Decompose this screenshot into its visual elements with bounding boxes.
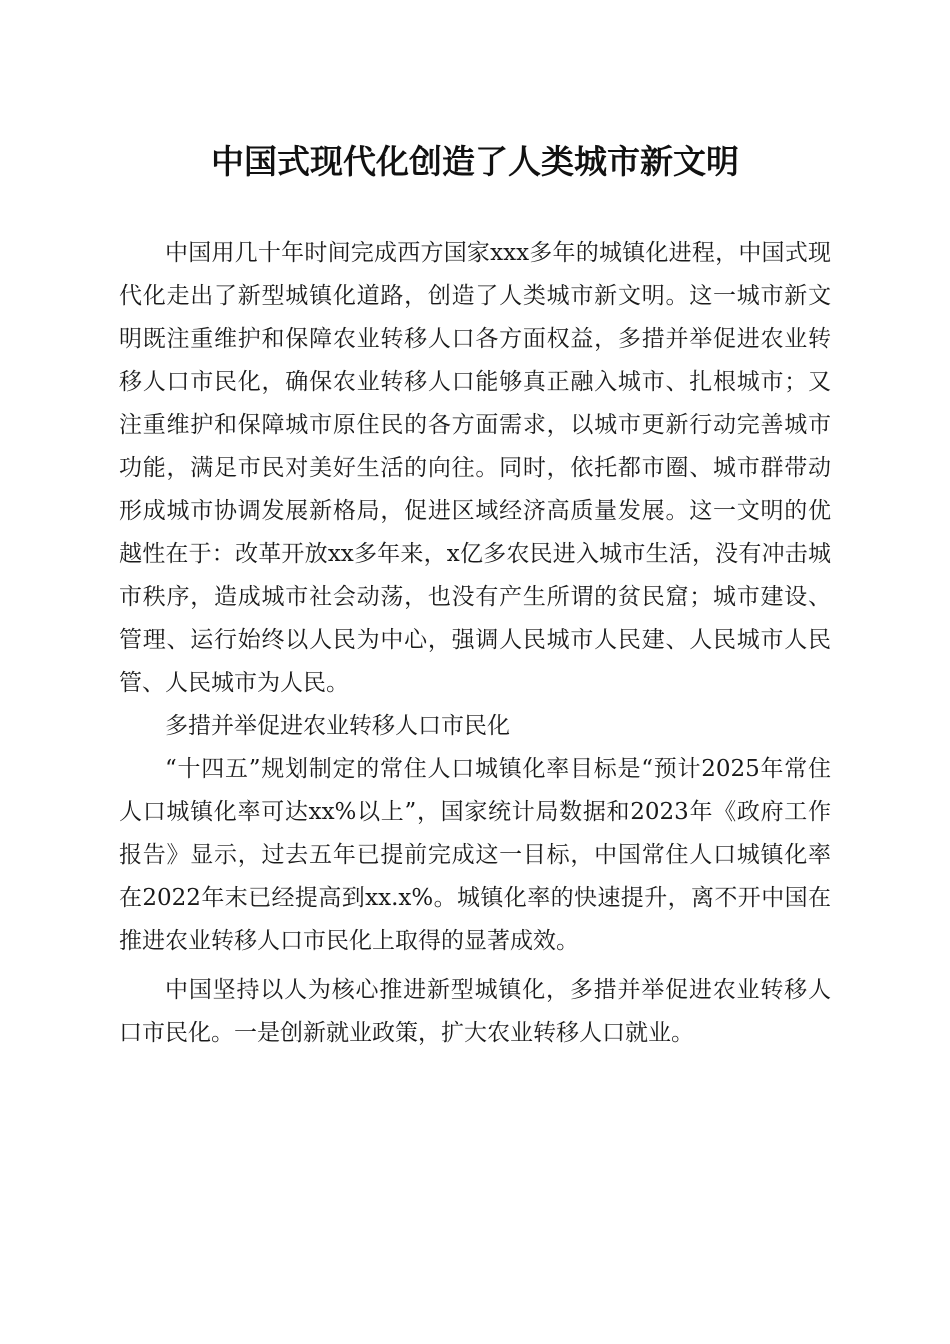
document-title: 中国式现代化创造了人类城市新文明 bbox=[211, 142, 739, 181]
section-heading: 多措并举促进农业转移人口市民化 bbox=[165, 713, 510, 739]
paragraph-urbanization-rate: “十四五”规划制定的常住人口城镇化率目标是“预计2025年常住人口城镇化率可达xx%以上”，国家统计局数据和2023年《政府工作报告》显示，过去五年已提前完成这一目标，中国常住人口城镇化率在2022年末已经提高到xx.x%。城镇化率的快速提升，离不开中国在推进农业转移人口市民化上取得的显著成效。 bbox=[119, 756, 831, 954]
paragraph-intro: 中国用几十年时间完成西方国家xxx多年的城镇化进程，中国式现代化走出了新型城镇化道路，创造了人类城市新文明。这一城市新文明既注重维护和保障农业转移人口各方面权益，多措并举促进农业转移人口市民化，确保农业转移人口能够真正融入城市、扎根城市；又注重维护和保障城市原住民的各方面需求，以城市更新行动完善城市功能，满足市民对美好生活的向往。同时，依托都市圈、城市群带动形成城市协调发展新格局，促进区域经济高质量发展。这一文明的优越性在于：改革开放xx多年来，x亿多农民进入城市生活，没有冲击城市秩序，造成城市社会动荡，也没有产生所谓的贫民窟；城市建设、管理、运行始终以人民为中心，强调人民城市人民建、人民城市人民管、人民城市为人民。 bbox=[119, 240, 831, 696]
paragraph-measures: 中国坚持以人为核心推进新型城镇化，多措并举促进农业转移人口市民化。一是创新就业政策，扩大农业转移人口就业。 bbox=[119, 977, 831, 1046]
document-body bbox=[119, 232, 831, 1055]
